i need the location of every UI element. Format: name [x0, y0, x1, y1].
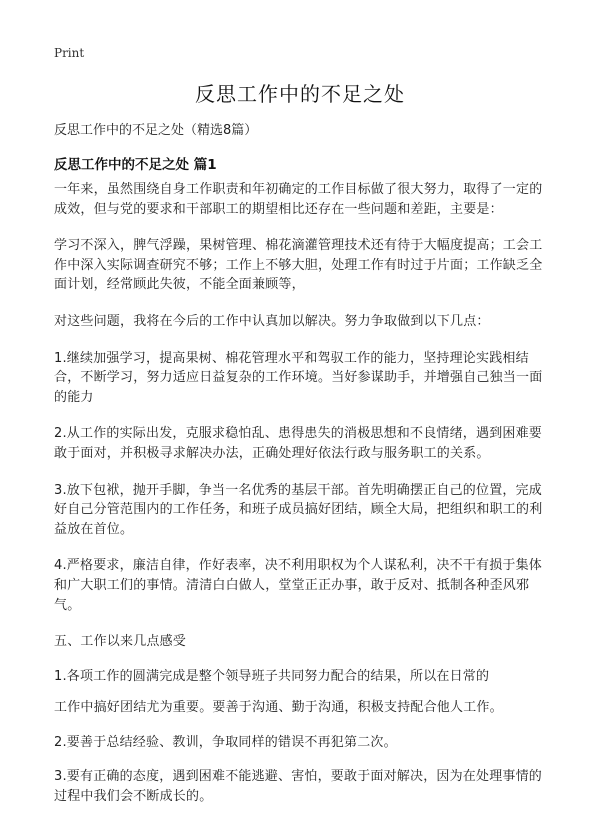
paragraph-point-1: 1.继续加强学习，提高果树、棉花管理水平和驾驭工作的能力，坚持理论实践相结合，不断学习，努力适应日益复杂的工作环境。当好参谋助手，并增强自己独当一面的能力 [54, 350, 543, 405]
paragraph-feeling-2: 2.要善于总结经验、教训，争取同样的错误不再犯第二次。 [54, 734, 397, 750]
paragraph-feeling-1a: 1.各项工作的圆满完成是整个领导班子共同努力配合的结果，所以在日常的 [54, 668, 490, 684]
print-link[interactable]: Print [54, 46, 85, 60]
paragraph-point-3: 3.放下包袱，抛开手脚，争当一名优秀的基层干部。首先明确摆正自己的位置，完成好自己分管范围内的工作任务，和班子成员搞好团结，顾全大局，把组织和职工的利益放在首位。 [54, 482, 543, 537]
paragraph-point-2: 2.从工作的实际出发，克服求稳怕乱、患得患失的消极思想和不良情绪，遇到困难要敢于面对，并积极寻求解决办法，正确处理好依法行政与服务职工的关系。 [54, 426, 543, 461]
paragraph-feeling-1b: 工作中搞好团结尤为重要。要善于沟通、勤于沟通，积极支持配合他人工作。 [54, 700, 503, 716]
article-body [54, 180, 550, 807]
paragraph-intro: 一年来，虽然围绕自身工作职责和年初确定的工作目标做了很大努力，取得了一定的成效，但与党的要求和干部职工的期望相比还存在一些问题和差距，主要是： [54, 182, 543, 217]
paragraph-feeling-3: 3.要有正确的态度，遇到困难不能逃避、害怕，要敢于面对解决，因为在处理事情的过程中我们会不断成长的。 [54, 769, 543, 805]
document-subtitle: 反思工作中的不足之处（精选8篇） [54, 123, 258, 138]
section-title: 反思工作中的不足之处 篇1 [54, 157, 217, 173]
paragraph-resolution: 对这些问题，我将在今后的工作中认真加以解决。努力争取做到以下几点： [54, 313, 490, 329]
page-title: 反思工作中的不足之处 [195, 82, 405, 106]
paragraph-point-4: 4.严格要求，廉洁自律，作好表率，决不利用职权为个人谋私利，决不干有损于集体和广大职工们的事情。清清白白做人，堂堂正正办事，敢于反对、抵制各种歪风邪气。 [54, 558, 543, 613]
paragraph-heading-five: 五、工作以来几点感受 [54, 634, 187, 650]
paragraph-problems: 学习不深入，脾气浮躁，果树管理、棉花滴灌管理技术还有待于大幅度提高；工会工作中深入实际调查研究不够；工作上不够大胆，处理工作有时过于片面；工作缺乏全面计划，经常顾此失彼，不能全面兼顾等， [54, 238, 543, 293]
